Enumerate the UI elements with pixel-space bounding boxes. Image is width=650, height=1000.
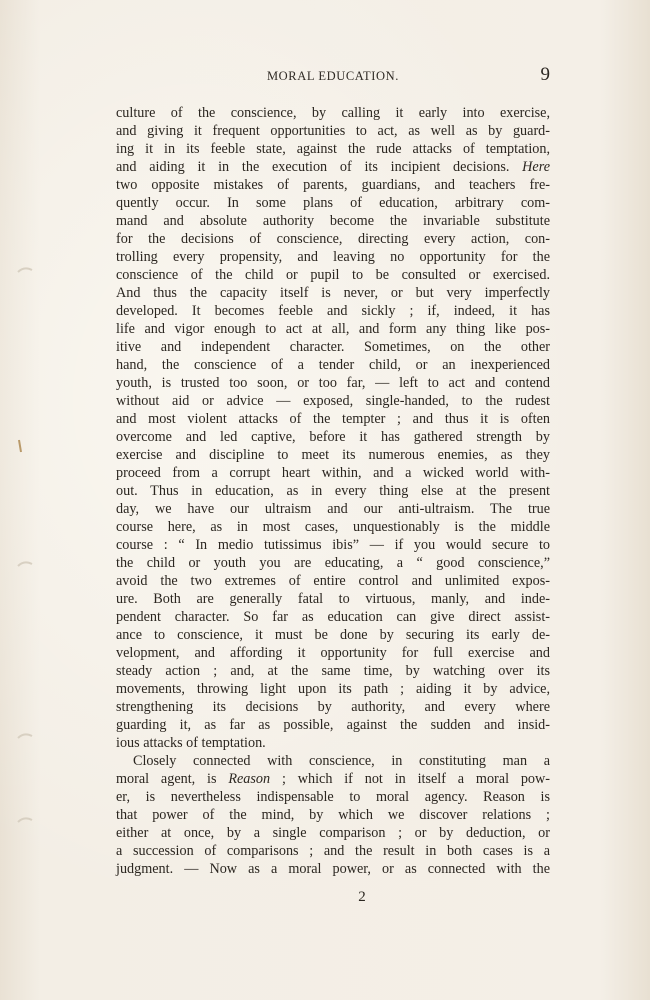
- paragraph-end-line: ious attacks of temptation.: [116, 735, 266, 751]
- text-line: proceed from a corrupt heart within, and a wicked world with-: [116, 465, 550, 481]
- text-line: guarding it, as far as possible, against the sudden and insid-: [116, 717, 550, 733]
- body-text: [116, 104, 550, 878]
- italic-word: Here: [522, 159, 550, 175]
- text-line: for the decisions of conscience, directing every action, con-: [116, 231, 550, 247]
- text-line: pendent character. So far as education can give direct assist-: [116, 609, 550, 625]
- text-line: youth, is trusted too soon, or too far, — left to act and contend: [116, 375, 550, 391]
- text-line: movements, throwing light upon its path ; aiding it by advice,: [116, 681, 550, 697]
- text-line: ing it in its feeble state, against the rude attacks of temptation,: [116, 141, 550, 157]
- text-line: quently occur. In some plans of education, arbitrary com-: [116, 195, 550, 211]
- text-line: course : “ In medio tutissimus ibis” — if you would secure to: [116, 537, 550, 553]
- text-line: without aid or advice — exposed, single-handed, to the rudest: [116, 393, 550, 409]
- text-line: itive and independent character. Sometimes, on the other: [116, 339, 550, 355]
- page-number: 9: [540, 64, 550, 85]
- signature-mark: 2: [358, 889, 366, 905]
- text-line: overcome and led captive, before it has gathered strength by: [116, 429, 550, 445]
- text-line: er, is nevertheless indispensable to moral agency. Reason is: [116, 789, 550, 805]
- text-line: hand, the conscience of a tender child, or an inexperienced: [116, 357, 550, 373]
- sewing-holes-marks: [10, 0, 36, 1000]
- text-line: day, we have our ultraism and our anti-ultraism. The true: [116, 501, 550, 517]
- running-head: [116, 66, 550, 88]
- text-line: avoid the two extremes of entire control and unlimited expos-: [116, 573, 550, 589]
- text-line: velopment, and affording it opportunity for full exercise and: [116, 645, 550, 661]
- text-line: mand and absolute authority become the invariable substitute: [116, 213, 550, 229]
- italic-word: Reason: [228, 771, 271, 787]
- text-line: trolling every propensity, and leaving no opportunity for the: [116, 249, 550, 265]
- text-line: either at once, by a single comparison ; or by deduction, or: [116, 825, 550, 841]
- text-line: strengthening its decisions by authority, and every where: [116, 699, 550, 715]
- paragraph-start-line: Closely connected with conscience, in constituting man a: [133, 753, 550, 769]
- text-line: developed. It becomes feeble and sickly ; if, indeed, it has: [116, 303, 550, 319]
- text-line: exercise and discipline to meet its numerous enemies, as they: [116, 447, 550, 463]
- text-line: the child or youth you are educating, a “ good conscience,”: [116, 555, 550, 571]
- text-line: ance to conscience, it must be done by securing its early de-: [116, 627, 550, 643]
- text-line: that power of the mind, by which we discover relations ;: [116, 807, 550, 823]
- text-line: moral agent, is Reason ; which if not in itself a moral pow-: [116, 771, 550, 787]
- text-line: course here, as in most cases, unquestionably is the middle: [116, 519, 550, 535]
- text-line: and aiding it in the execution of its incipient decisions. Here: [116, 159, 550, 175]
- running-title: MORAL EDUCATION.: [266, 69, 400, 83]
- text-line: and giving it frequent opportunities to act, as well as by guard-: [116, 123, 550, 139]
- text-line: conscience of the child or pupil to be consulted or exercised.: [116, 267, 550, 283]
- text-line: a succession of comparisons ; and the result in both cases is a: [116, 843, 550, 859]
- text-line: And thus the capacity itself is never, or but very imperfectly: [116, 285, 550, 301]
- text-line: judgment. — Now as a moral power, or as connected with the: [116, 861, 550, 877]
- text-line: and most violent attacks of the tempter ; and thus it is often: [116, 411, 550, 427]
- text-line: two opposite mistakes of parents, guardians, and teachers fre-: [116, 177, 550, 193]
- text-line: life and vigor enough to act at all, and form any thing like pos-: [116, 321, 550, 337]
- text-line: ure. Both are generally fatal to virtuous, manly, and inde-: [116, 591, 550, 607]
- text-line: culture of the conscience, by calling it early into exercise,: [116, 105, 550, 121]
- text-line: out. Thus in education, as in every thing else at the present: [116, 483, 550, 499]
- text-line: steady action ; and, at the same time, by watching over its: [116, 663, 550, 679]
